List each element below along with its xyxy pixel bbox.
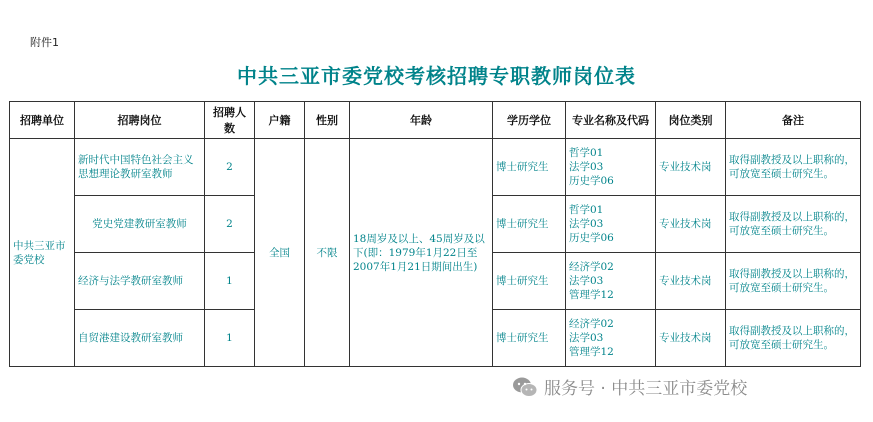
cell-category: 专业技术岗	[656, 310, 726, 367]
major-line: 经济学02	[569, 318, 614, 330]
major-line: 管理学12	[569, 289, 614, 301]
cell-degree: 博士研究生	[493, 139, 566, 196]
major-line: 法学03	[569, 218, 604, 230]
cell-hukou: 全国	[255, 139, 305, 367]
header-unit: 招聘单位	[10, 102, 75, 139]
cell-gender: 不限	[305, 139, 350, 367]
header-post: 招聘岗位	[75, 102, 205, 139]
cell-post: 新时代中国特色社会主义思想理论教研室教师	[75, 139, 205, 196]
major-line: 法学03	[569, 275, 604, 287]
major-line: 经济学02	[569, 261, 614, 273]
header-gender: 性别	[305, 102, 350, 139]
major-line: 历史学06	[569, 175, 614, 187]
watermark-text: 服务号 · 中共三亚市委党校	[544, 379, 748, 399]
cell-major	[566, 139, 656, 196]
cell-unit: 中共三亚市委党校	[10, 139, 75, 367]
cell-degree: 博士研究生	[493, 253, 566, 310]
cell-major	[566, 196, 656, 253]
cell-count: 2	[205, 196, 255, 253]
cell-post: 经济与法学教研室教师	[75, 253, 205, 310]
attachment-label: 附件1	[30, 36, 59, 49]
recruitment-table	[9, 101, 861, 367]
cell-category: 专业技术岗	[656, 139, 726, 196]
major-line: 哲学01	[569, 204, 604, 216]
major-line: 历史学06	[569, 232, 614, 244]
header-category: 岗位类别	[656, 102, 726, 139]
major-line: 哲学01	[569, 147, 604, 159]
cell-degree: 博士研究生	[493, 196, 566, 253]
header-note: 备注	[726, 102, 861, 139]
page-title: 中共三亚市委党校考核招聘专职教师岗位表	[237, 64, 636, 88]
header-count: 招聘人数	[205, 102, 255, 139]
cell-note: 取得副教授及以上职称的，可放宽至硕士研究生。	[726, 253, 861, 310]
header-degree: 学历学位	[493, 102, 566, 139]
cell-post: 党史党建教研室教师	[75, 196, 205, 253]
major-line: 法学03	[569, 161, 604, 173]
header-major: 专业名称及代码	[566, 102, 656, 139]
major-line: 法学03	[569, 332, 604, 344]
cell-age: 18周岁及以上、45周岁及以下(即：1979年1月22日至2007年1月21日期间出生)	[350, 139, 493, 367]
header-row	[10, 102, 861, 139]
header-age: 年龄	[350, 102, 493, 139]
wechat-icon	[512, 376, 538, 398]
cell-major	[566, 310, 656, 367]
cell-major	[566, 253, 656, 310]
cell-category: 专业技术岗	[656, 196, 726, 253]
cell-note: 取得副教授及以上职称的，可放宽至硕士研究生。	[726, 310, 861, 367]
watermark	[512, 374, 747, 399]
cell-count: 1	[205, 310, 255, 367]
cell-degree: 博士研究生	[493, 310, 566, 367]
header-hukou: 户籍	[255, 102, 305, 139]
cell-note: 取得副教授及以上职称的，可放宽至硕士研究生。	[726, 139, 861, 196]
cell-count: 2	[205, 139, 255, 196]
table-row	[10, 139, 861, 196]
major-line: 管理学12	[569, 346, 614, 358]
cell-category: 专业技术岗	[656, 253, 726, 310]
cell-note: 取得副教授及以上职称的，可放宽至硕士研究生。	[726, 196, 861, 253]
cell-post: 自贸港建设教研室教师	[75, 310, 205, 367]
cell-count: 1	[205, 253, 255, 310]
